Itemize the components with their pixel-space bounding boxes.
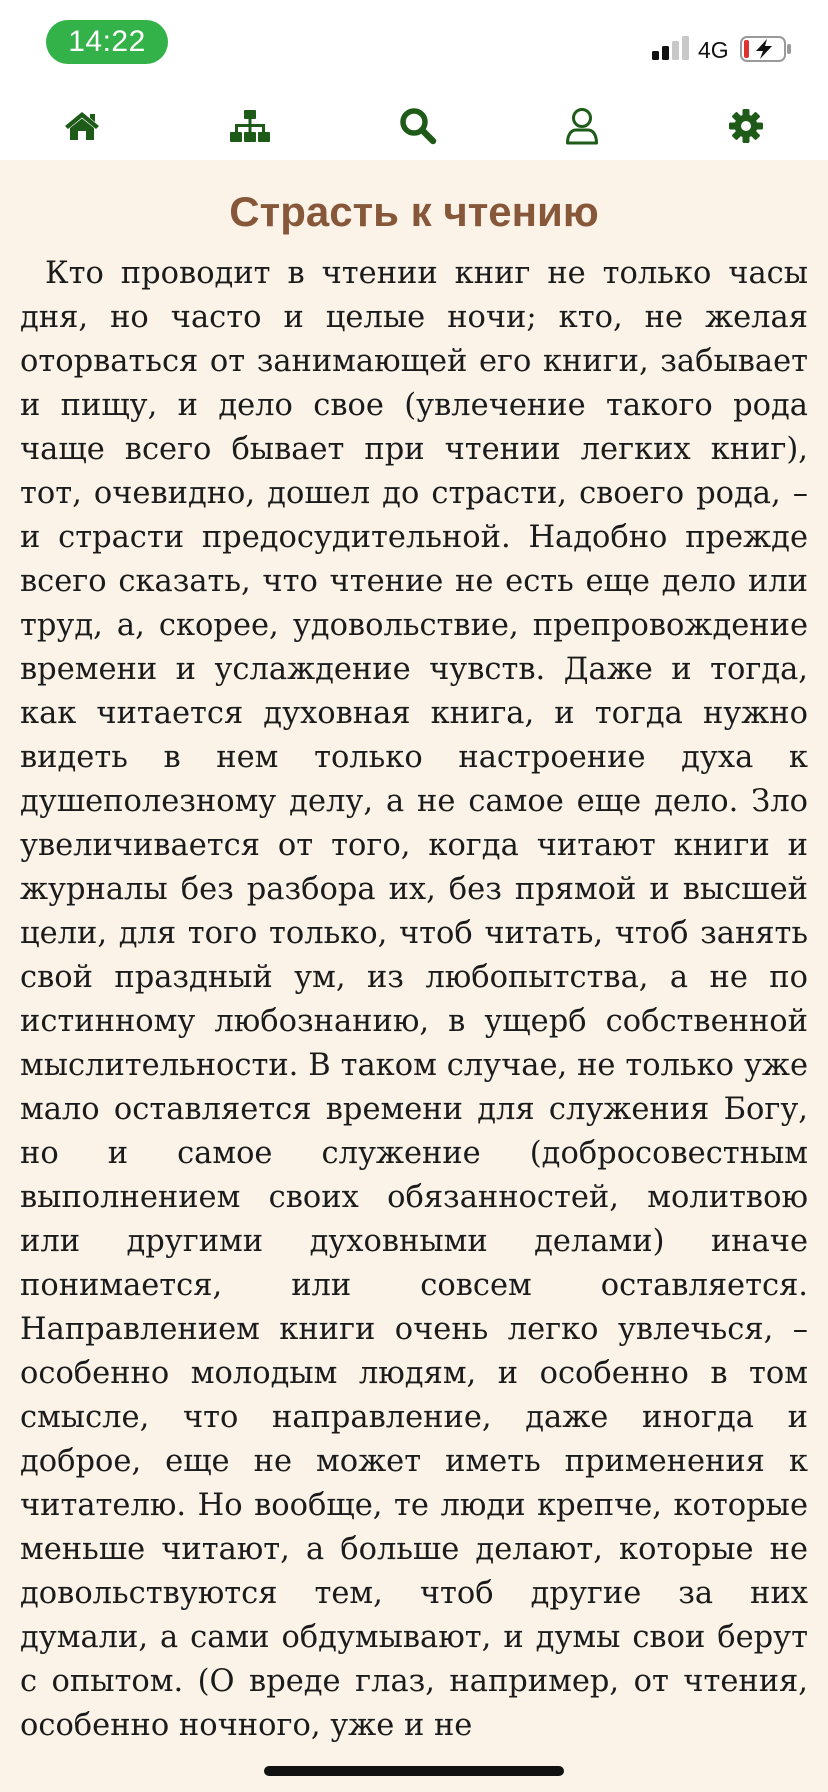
battery-charging-icon — [740, 36, 792, 62]
nav-profile-button[interactable] — [560, 104, 604, 148]
network-type: 4G — [698, 37, 729, 63]
search-icon — [399, 107, 437, 145]
nav-home-button[interactable] — [60, 104, 104, 148]
status-time[interactable]: 14:22 — [46, 20, 168, 64]
home-icon — [64, 110, 100, 142]
status-bar — [0, 0, 828, 88]
hierarchy-icon — [230, 109, 270, 143]
gear-icon — [728, 108, 764, 144]
nav-contents-button[interactable] — [228, 104, 272, 148]
cellular-signal-icon — [652, 36, 690, 60]
home-indicator[interactable] — [264, 1766, 564, 1776]
top-nav-bar — [0, 88, 828, 160]
nav-search-button[interactable] — [396, 104, 440, 148]
user-icon — [565, 107, 599, 145]
article-content[interactable] — [0, 160, 828, 1792]
article-title: Страсть к чтению — [229, 188, 599, 235]
article-body: Кто проводит в чтении книг не только часы дня, но часто и целые ночи; кто, не желая оторваться от занимающей его книги, забывает и пищу, и дело свое (увлечение такого рода чаще всего бывает при чтении легких книг), тот, очевидно, дошел до страсти, своего рода, – и страсти предосудительной. Надобно прежде всего сказать, что чтение не есть еще дело или труд, а, скорее, удовольствие, препровождение времени и услаждение чувств. Даже и тогда, как читается духовная книга, и тогда нужно видеть в нем только настроение духа к душеполезному делу, а не самое еще дело. Зло увеличивается от того, когда читают книги и журналы без разбора их, без прямой и высшей цели, для того только, чтоб читать, чтоб занять свой праздный ум, из любопытства, а не по истинному любознанию, в ущерб собственной мыслительности. В таком случае, не только уже мало оставляется времени для служения Богу, но и самое служение (добросовестным выполнением своих обязанностей, молитвою или другими духовными делами) иначе понимается, или совсем оставляется. Направлением книги очень легко увлечься, – особенно молодым людям, и особенно в том смысле, что направление, даже иногда и доброе, еще не может иметь применения к читателю. Но вообще, те люди крепче, которые меньше читают, а больше делают, которые не довольствуются тем, чтоб другие за них думали, а сами обдумывают, и думы свои берут с опытом. (О вреде глаз, например, от чтения, особенно ночного, уже и не — [20, 256, 808, 1743]
nav-settings-button[interactable] — [724, 104, 768, 148]
